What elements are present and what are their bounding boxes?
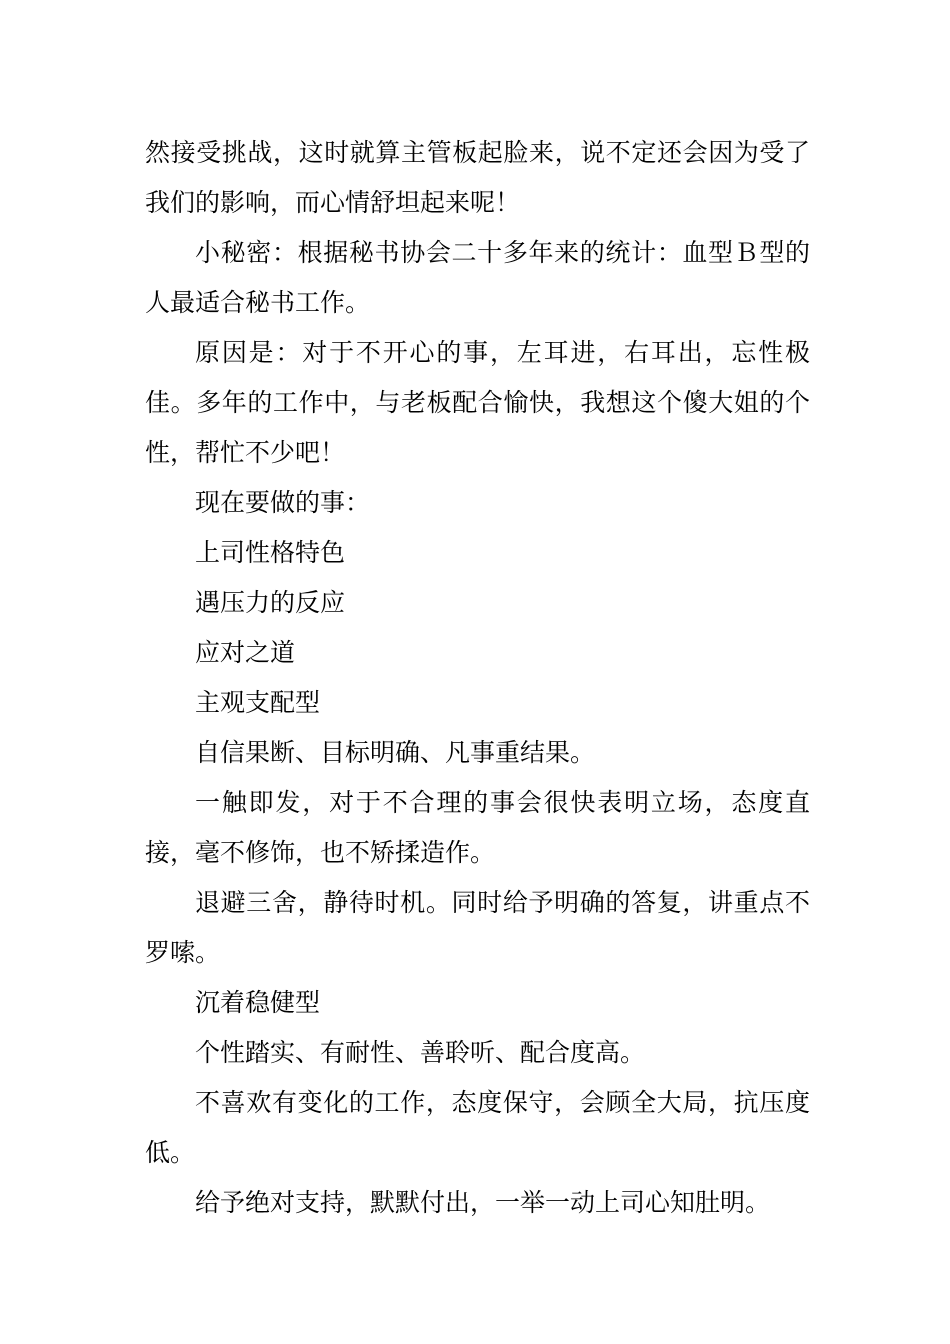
type-dominant-reaction: 一触即发，对于不合理的事会很快表明立场，态度直接，毫不修饰，也不矫揉造作。 xyxy=(145,788,810,867)
type-steady-traits: 个性踏实、有耐性、善聆听、配合度高。 xyxy=(195,1038,646,1067)
paragraph-todo: 现在要做的事： xyxy=(195,488,371,517)
paragraph-secret: 小秘密：根据秘书协会二十多年来的统计：血型Ｂ型的人最适合秘书工作。 xyxy=(145,238,810,317)
paragraph-continuation: 然接受挑战，这时就算主管板起脸来，说不定还会因为受了我们的影响，而心情舒坦起来呢！ xyxy=(145,138,810,217)
type-steady-reaction: 不喜欢有变化的工作，态度保守，会顾全大局，抗压度低。 xyxy=(145,1088,810,1167)
type-dominant-title: 主观支配型 xyxy=(195,688,321,717)
type-steady-title: 沉着稳健型 xyxy=(195,988,321,1017)
heading-coping: 应对之道 xyxy=(195,638,296,667)
type-dominant-coping: 退避三舍，静待时机。同时给予明确的答复，讲重点不罗嗦。 xyxy=(145,888,810,967)
type-dominant-traits: 自信果断、目标明确、凡事重结果。 xyxy=(195,738,596,767)
heading-boss-traits: 上司性格特色 xyxy=(195,538,346,567)
type-steady-coping: 给予绝对支持，默默付出，一举一动上司心知肚明。 xyxy=(195,1188,771,1217)
paragraph-reason: 原因是：对于不开心的事，左耳进，右耳出，忘性极佳。多年的工作中，与老板配合愉快，我想这个傻大姐的个性，帮忙不少吧！ xyxy=(145,338,810,467)
document-body xyxy=(145,128,810,1228)
heading-pressure-reaction: 遇压力的反应 xyxy=(195,588,346,617)
